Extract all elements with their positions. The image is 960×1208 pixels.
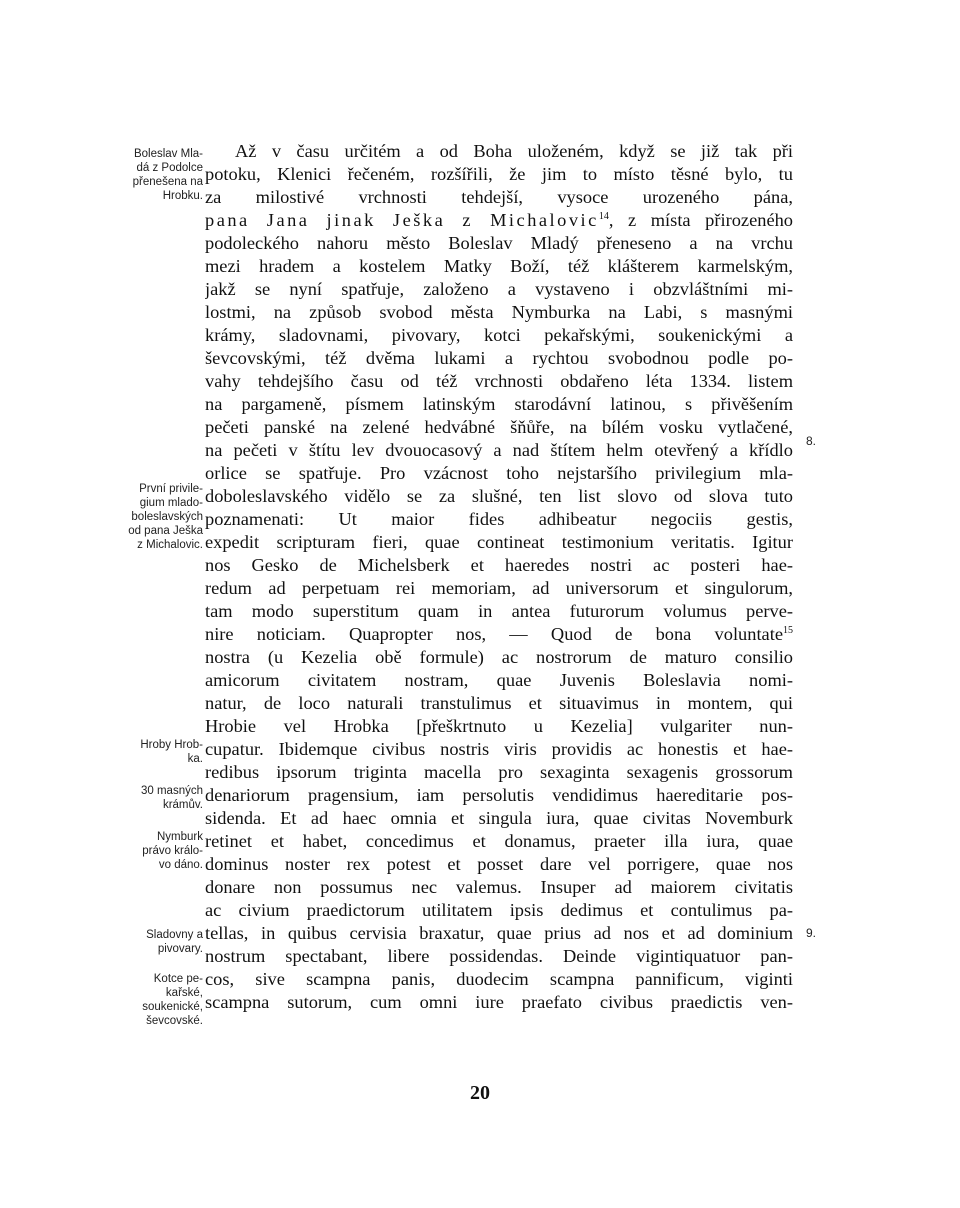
text-line: denariorum pragensium, iam persolutis vendidimus haereditarie pos-	[205, 785, 793, 805]
text-line	[205, 623, 793, 646]
text-line: lostmi, na způsob svobod města Nymburka na Labi, s masnými	[205, 302, 793, 322]
text-line: redibus ipsorum triginta macella pro sexaginta sexagenis grossorum	[205, 762, 793, 782]
margin-note-sladovny: Sladovny a pivovary.	[146, 929, 203, 955]
text-line: expedit scripturam fieri, quae contineat testimonium veritatis. Igitur	[205, 532, 793, 552]
text-line	[205, 209, 793, 232]
text-line: natur, de loco naturali transtulimus et situavimus in montem, qui	[205, 693, 793, 713]
right-note-8: 8.	[806, 434, 817, 448]
text-line: dominus noster rex potest et posset dare vel porrigere, quae nos	[205, 854, 793, 874]
text-line: jakž se nyní spatřuje, založeno a vystaveno i obzvláštními mi-	[205, 279, 793, 299]
text-segment: pana Jana jinak Ješka z Michalovic	[205, 210, 599, 230]
text-line: tam modo superstitum quam in antea futurorum volumus perve-	[205, 601, 793, 621]
right-note-9: 9.	[806, 926, 817, 940]
text-line: potoku, Klenici řečeném, rozšířili, že jim to místo těsné bylo, tu	[205, 164, 793, 184]
margin-note-privilegium: První privile- gium mlado- boleslavských od pana Ješka z Michalovic.	[128, 483, 203, 551]
margin-note-kotce: Kotce pe- kařské, soukenické, ševcovské.	[142, 973, 203, 1027]
text-line: krámy, sladovnami, pivovary, kotci pekařskými, soukenickými a	[205, 325, 793, 345]
footnote-mark: 15	[783, 624, 793, 636]
page-number: 20	[470, 1082, 490, 1104]
text-line: ševcovskými, též dvěma lukami a rychtou svobodnou podle po-	[205, 348, 793, 368]
text-line: za milostivé vrchnosti tehdejší, vysoce urozeného pána,	[205, 187, 793, 207]
margin-note-boleslav: Boleslav Mla- dá z Podolce přenešena na Hrobku.	[132, 148, 203, 202]
text-line: nos Gesko de Michelsberk et haeredes nostri ac posteri hae-	[205, 555, 793, 575]
text-line: cupatur. Ibidemque civibus nostris viris providis ac honestis et hae-	[205, 739, 793, 759]
text-line: pečeti panské na zelené hedvábné šňůře, na bílém vosku vytlačené,	[205, 417, 793, 437]
text-line: podoleckého nahoru město Boleslav Mladý přeneseno a na vrchu	[205, 233, 793, 253]
text-line: Až v času určitém a od Boha uloženém, když se již tak při	[235, 141, 793, 161]
text-line: donare non possumus nec valemus. Insuper ad maiorem civitatis	[205, 877, 793, 897]
text-line: orlice se spatřuje. Pro vzácnost toho nejstaršího privilegium mla-	[205, 463, 793, 483]
text-line: na pečeti v štítu lev dvouocasový a nad štítem helm otevřený a křídlo	[205, 440, 793, 460]
text-segment: , z místa přirozeného	[608, 210, 793, 230]
text-line: nostrum spectabant, libere possidendas. Deinde vigintiquatuor pan-	[205, 946, 793, 966]
margin-note-nymburk: Nymburk právo králo- vo dáno.	[142, 831, 203, 871]
text-segment: nire noticiam. Quapropter nos, — Quod de bona voluntate	[205, 624, 783, 644]
text-line: retinet et habet, concedimus et donamus, praeter illa iura, quae	[205, 831, 793, 851]
text-line: amicorum civitatem nostram, quae Juvenis Boleslavia nomi-	[205, 670, 793, 690]
text-line: mezi hradem a kostelem Matky Boží, též klášterem karmelským,	[205, 256, 793, 276]
text-line: sidenda. Et ad haec omnia et singula iura, quae civitas Novemburk	[205, 808, 793, 828]
margin-note-hroby: Hroby Hrob- ka.	[140, 739, 203, 765]
text-line: cos, sive scampna panis, duodecim scampna pannificum, viginti	[205, 969, 793, 989]
text-line: ac civium praedictorum utilitatem ipsis dedimus et contulimus pa-	[205, 900, 793, 920]
margin-note-kramy: 30 masných krámův.	[140, 785, 203, 811]
text-line: Hrobie vel Hrobka [přeškrtnuto u Kezelia] vulgariter nun-	[205, 716, 793, 736]
text-line: tellas, in quibus cervisia braxatur, quae prius ad nos et ad dominium	[205, 923, 793, 943]
text-line: nostra (u Kezelia obě formule) ac nostrorum de maturo consilio	[205, 647, 793, 667]
text-line: doboleslavského vidělo se za slušné, ten list slovo od slova tuto	[205, 486, 793, 506]
text-line: poznamenati: Ut maior fides adhibeatur negociis gestis,	[205, 509, 793, 529]
text-line: redum ad perpetuam rei memoriam, ad universorum et singulorum,	[205, 578, 793, 598]
text-line: scampna sutorum, cum omni iure praefato civibus praedictis ven-	[205, 992, 793, 1012]
text-line: vahy tehdejšího času od též vrchnosti obdařeno léta 1334. listem	[205, 371, 793, 391]
text-line: na pargameně, písmem latinským starodávní latinou, s přivěšením	[205, 394, 793, 414]
body-text	[205, 140, 793, 1014]
footnote-mark: 14	[598, 210, 609, 222]
